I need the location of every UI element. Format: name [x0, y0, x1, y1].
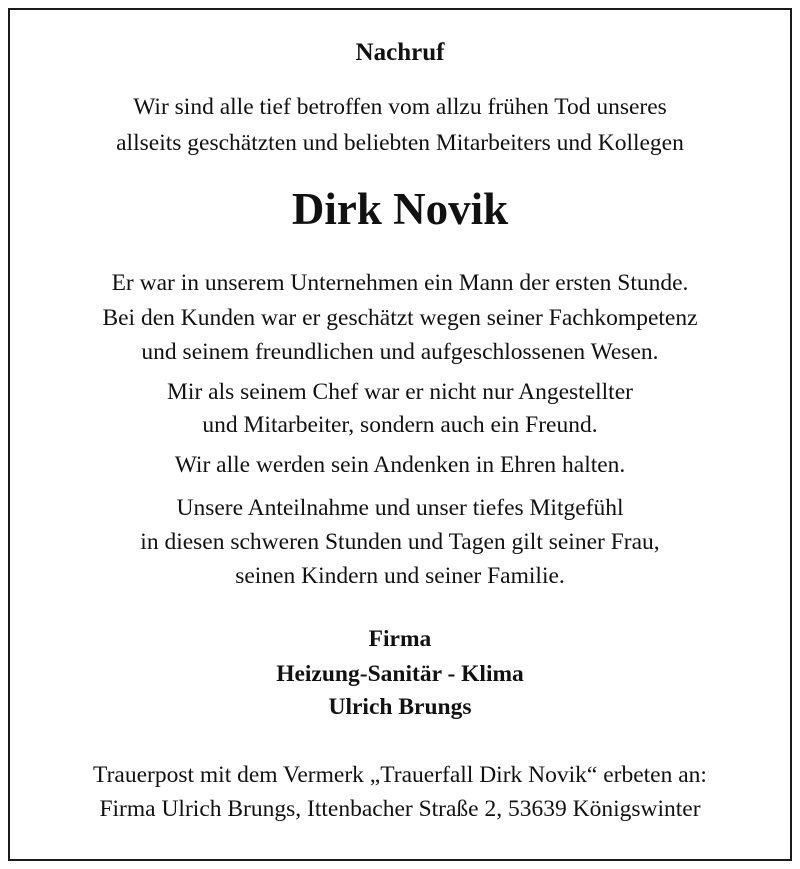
- paragraph-line: und seinem freundlichen und aufgeschlossenen Wesen.: [141, 339, 659, 365]
- paragraph-line: Bei den Kunden war er geschätzt wegen seiner Fachkompetenz: [102, 305, 698, 331]
- paragraph-line: Er war in unserem Unternehmen ein Mann der ersten Stunde.: [111, 270, 689, 296]
- signature-line: Heizung-Sanitär - Klima: [276, 661, 524, 687]
- intro-line: allseits geschätzten und beliebten Mitarbeiters und Kollegen: [116, 130, 684, 156]
- paragraph-line: Mir als seinem Chef war er nicht nur Angestellter: [167, 379, 633, 405]
- paragraph-line: und Mitarbeiter, sondern auch ein Freund.: [202, 412, 598, 438]
- paragraph-line: in diesen schweren Stunden und Tagen gilt seiner Frau,: [140, 529, 660, 555]
- notice-heading: Nachruf: [355, 39, 445, 66]
- signature-line: Ulrich Brungs: [328, 694, 472, 720]
- paragraph-line: Wir alle werden sein Andenken in Ehren halten.: [174, 452, 626, 478]
- paragraph-line: seinen Kindern und seiner Familie.: [235, 563, 565, 589]
- intro-line: Wir sind alle tief betroffen vom allzu frühen Tod unseres: [133, 94, 667, 120]
- deceased-name: Dirk Novik: [291, 184, 509, 234]
- footer-line: Firma Ulrich Brungs, Ittenbacher Straße 2, 53639 Königswinter: [99, 796, 701, 822]
- footer-line: Trauerpost mit dem Vermerk „Trauerfall Dirk Novik“ erbeten an:: [93, 762, 707, 788]
- signature-line: Firma: [368, 626, 432, 652]
- paragraph-line: Unsere Anteilnahme und unser tiefes Mitgefühl: [176, 495, 624, 521]
